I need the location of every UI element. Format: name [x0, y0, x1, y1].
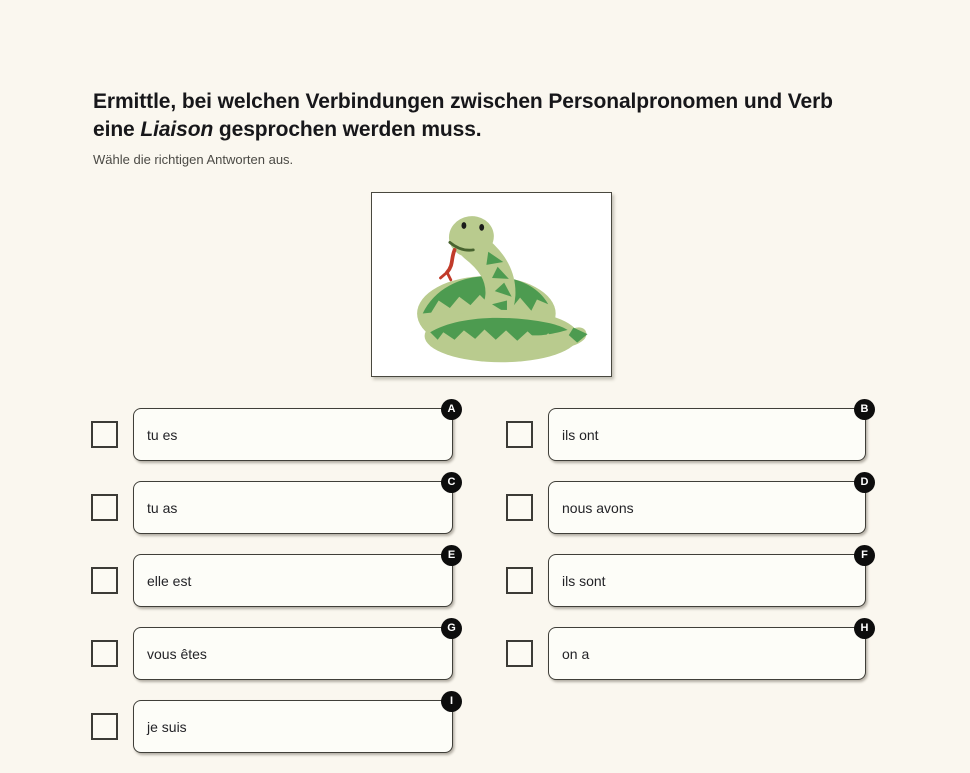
option-row-h	[506, 622, 869, 680]
letter-badge-c: C	[441, 472, 462, 493]
option-row-b	[506, 403, 869, 461]
answer-option-a[interactable]	[133, 403, 456, 461]
answer-option-c[interactable]	[133, 476, 456, 534]
answer-label-i: je suis	[147, 718, 187, 735]
question-title-post: gesprochen werden muss.	[213, 118, 482, 141]
option-row-c	[91, 476, 456, 534]
option-row-g	[91, 622, 456, 680]
checkbox-option-e[interactable]	[91, 567, 118, 594]
answer-label-d: nous avons	[562, 499, 634, 516]
answer-label-e: elle est	[147, 572, 192, 589]
answer-label-a: tu es	[147, 426, 178, 443]
answer-option-i[interactable]	[133, 695, 454, 753]
checkbox-option-i[interactable]	[91, 713, 118, 740]
option-row-e	[91, 549, 456, 607]
question-title-italic: Liaison	[140, 118, 214, 141]
answer-label-f: ils sont	[562, 572, 606, 589]
checkbox-option-b[interactable]	[506, 421, 533, 448]
answer-label-b: ils ont	[562, 426, 599, 443]
illustration-frame	[371, 192, 612, 377]
answer-label-c: tu as	[147, 499, 178, 516]
question-title	[93, 88, 878, 144]
letter-badge-h: H	[854, 618, 875, 639]
letter-badge-d: D	[854, 472, 875, 493]
answer-label-h: on a	[562, 645, 590, 662]
answer-label-g: vous êtes	[147, 645, 207, 662]
snake-illustration	[389, 203, 595, 367]
answer-option-d[interactable]	[548, 476, 869, 534]
letter-badge-g: G	[441, 618, 462, 639]
checkbox-option-a[interactable]	[91, 421, 118, 448]
checkbox-option-d[interactable]	[506, 494, 533, 521]
question-title-pre: Ermittle, bei welchen Verbindungen zwischen Personalpronomen und Verb eine	[93, 90, 833, 141]
checkbox-option-g[interactable]	[91, 640, 118, 667]
letter-badge-i: I	[441, 691, 462, 712]
answer-option-e[interactable]	[133, 549, 456, 607]
option-row-f	[506, 549, 868, 607]
checkbox-option-f[interactable]	[506, 567, 533, 594]
instruction-text: Wähle die richtigen Antworten aus.	[93, 152, 294, 167]
answer-option-h[interactable]	[548, 622, 869, 680]
letter-badge-b: B	[854, 399, 875, 420]
letter-badge-a: A	[441, 399, 462, 420]
option-row-a	[91, 403, 456, 461]
checkbox-option-c[interactable]	[91, 494, 118, 521]
letter-badge-f: F	[854, 545, 875, 566]
option-row-d	[506, 476, 869, 534]
answer-option-b[interactable]	[548, 403, 869, 461]
answer-option-f[interactable]	[548, 549, 868, 607]
answer-option-g[interactable]	[133, 622, 456, 680]
letter-badge-e: E	[441, 545, 462, 566]
checkbox-option-h[interactable]	[506, 640, 533, 667]
answer-options-grid	[91, 403, 869, 753]
option-row-i	[91, 695, 454, 753]
